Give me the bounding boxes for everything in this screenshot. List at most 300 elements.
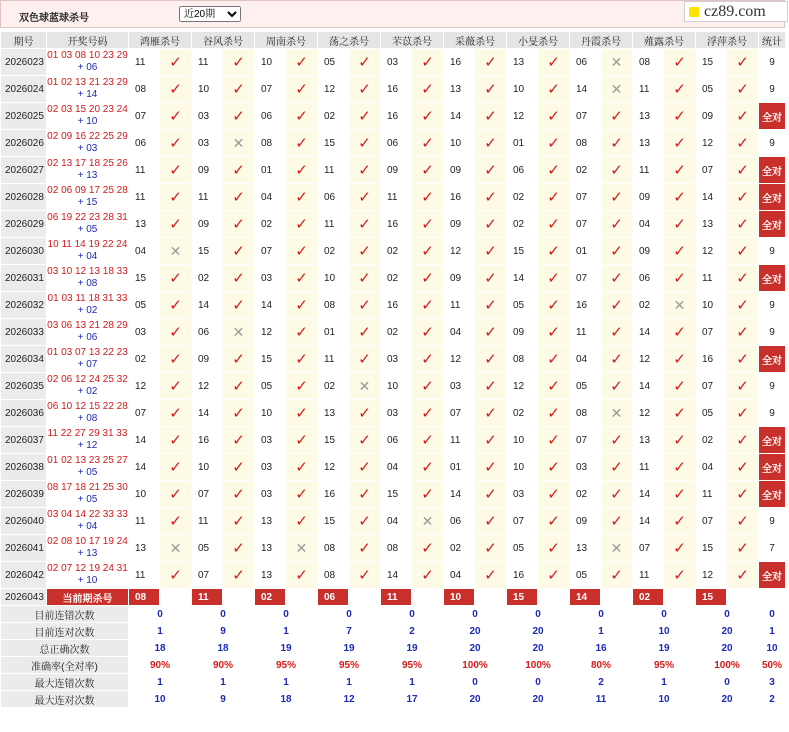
draw-numbers-cell xyxy=(47,535,129,562)
result-mark-cell xyxy=(664,76,696,103)
result-mark-cell xyxy=(727,319,759,346)
all-correct-badge: 全对 xyxy=(759,481,786,508)
kill-number-cell: 02 xyxy=(507,400,538,427)
stats-label: 目前连错次数 xyxy=(1,606,129,623)
result-mark-cell xyxy=(727,508,759,535)
kill-number-cell: 16 xyxy=(507,562,538,589)
result-mark-cell xyxy=(664,427,696,454)
check-icon: ✓ xyxy=(169,297,182,314)
result-mark-cell xyxy=(286,49,318,76)
kill-number-cell: 07 xyxy=(129,400,160,427)
check-icon: ✓ xyxy=(736,432,749,449)
stats-row xyxy=(1,691,786,708)
result-mark-cell xyxy=(223,157,255,184)
result-mark-cell xyxy=(601,157,633,184)
check-icon: ✓ xyxy=(673,243,686,260)
col-expert-header: 荡之杀号 xyxy=(318,32,381,49)
kill-number-cell: 06 xyxy=(255,103,286,130)
current-period-row xyxy=(1,589,786,606)
cross-icon: ✕ xyxy=(610,404,623,421)
check-icon: ✓ xyxy=(736,270,749,287)
blank-cell xyxy=(538,589,570,606)
table-row xyxy=(1,346,786,373)
check-icon: ✓ xyxy=(736,540,749,557)
kill-number-cell: 04 xyxy=(444,562,475,589)
kill-number-cell: 07 xyxy=(129,103,160,130)
stats-value: 20 xyxy=(507,623,570,640)
result-mark-cell xyxy=(349,211,381,238)
draw-numbers-cell xyxy=(47,292,129,319)
kill-number-cell: 12 xyxy=(129,373,160,400)
check-icon: ✓ xyxy=(358,324,371,341)
check-icon: ✓ xyxy=(484,486,497,503)
cross-icon: ✕ xyxy=(169,539,182,556)
result-mark-cell xyxy=(286,346,318,373)
check-icon: ✓ xyxy=(169,81,182,98)
result-mark-cell xyxy=(664,157,696,184)
check-icon: ✓ xyxy=(547,54,560,71)
check-icon: ✓ xyxy=(295,243,308,260)
kill-number-cell: 07 xyxy=(696,508,727,535)
col-expert-header: 周南杀号 xyxy=(255,32,318,49)
kill-number-cell: 01 xyxy=(570,238,601,265)
result-mark-cell xyxy=(223,508,255,535)
kill-number-cell: 03 xyxy=(381,400,412,427)
check-icon: ✓ xyxy=(484,270,497,287)
kill-number-cell: 10 xyxy=(444,130,475,157)
check-icon: ✓ xyxy=(547,540,560,557)
kill-number-cell: 10 xyxy=(318,265,349,292)
all-correct-badge: 全对 xyxy=(759,562,786,589)
kill-number-cell: 11 xyxy=(444,292,475,319)
result-mark-cell xyxy=(664,49,696,76)
red-balls: 03 04 14 22 33 33 xyxy=(47,509,128,520)
kill-number-cell: 04 xyxy=(381,454,412,481)
check-icon: ✓ xyxy=(610,243,623,260)
kill-number-cell: 15 xyxy=(192,238,223,265)
kill-number-cell: 02 xyxy=(255,211,286,238)
table-row xyxy=(1,265,786,292)
kill-number-cell: 15 xyxy=(507,238,538,265)
kill-number-cell: 06 xyxy=(381,130,412,157)
check-icon: ✓ xyxy=(169,270,182,287)
kill-number-cell: 11 xyxy=(129,184,160,211)
check-icon: ✓ xyxy=(358,135,371,152)
check-icon: ✓ xyxy=(484,378,497,395)
check-icon: ✓ xyxy=(610,432,623,449)
stats-total: 2 xyxy=(759,691,786,708)
kill-number-cell: 02 xyxy=(507,184,538,211)
result-mark-cell xyxy=(349,481,381,508)
blue-ball: + 10 xyxy=(77,116,98,127)
blue-ball: + 15 xyxy=(77,197,98,208)
kill-number-cell: 12 xyxy=(507,373,538,400)
check-icon: ✓ xyxy=(358,270,371,287)
blank-cell xyxy=(349,589,381,606)
kill-number-cell: 11 xyxy=(192,508,223,535)
result-mark-cell xyxy=(223,319,255,346)
result-mark-cell xyxy=(727,130,759,157)
kill-number-cell: 02 xyxy=(381,265,412,292)
check-icon: ✓ xyxy=(232,270,245,287)
result-mark-cell xyxy=(475,130,507,157)
kill-number-cell: 11 xyxy=(633,454,664,481)
kill-number-cell: 03 xyxy=(255,481,286,508)
result-mark-cell xyxy=(538,508,570,535)
stats-value: 0 xyxy=(255,606,318,623)
kill-number-cell: 14 xyxy=(192,292,223,319)
red-balls: 02 03 15 20 23 24 xyxy=(47,104,128,115)
stats-value: 19 xyxy=(381,640,444,657)
stats-value: 0 xyxy=(318,606,381,623)
stats-total: 1 xyxy=(759,623,786,640)
kill-number-cell: 15 xyxy=(318,130,349,157)
stats-value: 100% xyxy=(696,657,759,674)
result-mark-cell xyxy=(727,211,759,238)
result-mark-cell xyxy=(664,130,696,157)
check-icon: ✓ xyxy=(358,405,371,422)
result-mark-cell xyxy=(601,481,633,508)
col-expert-header: 鸿雁杀号 xyxy=(129,32,192,49)
check-icon: ✓ xyxy=(673,459,686,476)
kill-number-cell: 13 xyxy=(255,562,286,589)
check-icon: ✓ xyxy=(295,567,308,584)
stats-value: 20 xyxy=(507,691,570,708)
kill-number-cell: 14 xyxy=(129,454,160,481)
result-mark-cell xyxy=(538,130,570,157)
stats-total: 50% xyxy=(759,657,786,674)
stats-value: 10 xyxy=(633,623,696,640)
blank-cell xyxy=(664,589,696,606)
result-mark-cell xyxy=(475,508,507,535)
site-logo[interactable] xyxy=(684,1,788,22)
kill-number-cell: 14 xyxy=(381,562,412,589)
stats-value: 0 xyxy=(192,606,255,623)
check-icon: ✓ xyxy=(169,324,182,341)
all-correct-badge: 全对 xyxy=(759,427,786,454)
result-mark-cell xyxy=(286,103,318,130)
result-mark-cell xyxy=(601,265,633,292)
table-row xyxy=(1,184,786,211)
kill-number-cell: 14 xyxy=(507,265,538,292)
check-icon: ✓ xyxy=(547,135,560,152)
result-mark-cell xyxy=(412,535,444,562)
kill-number-cell: 09 xyxy=(444,211,475,238)
draw-numbers-cell xyxy=(47,427,129,454)
kill-number-cell: 13 xyxy=(696,211,727,238)
red-balls: 01 03 11 18 31 33 xyxy=(47,293,128,304)
check-icon: ✓ xyxy=(736,405,749,422)
result-mark-cell xyxy=(286,562,318,589)
result-mark-cell xyxy=(223,292,255,319)
check-icon: ✓ xyxy=(547,324,560,341)
result-mark-cell xyxy=(601,373,633,400)
kill-number-cell: 07 xyxy=(444,400,475,427)
table-row xyxy=(1,157,786,184)
period-cell: 2026031 xyxy=(1,265,47,292)
cross-icon: ✕ xyxy=(295,539,308,556)
check-icon: ✓ xyxy=(295,351,308,368)
result-mark-cell xyxy=(412,211,444,238)
stats-label: 最大连错次数 xyxy=(1,674,129,691)
current-kill-number: 15 xyxy=(507,589,538,606)
stats-value: 0 xyxy=(444,674,507,691)
blank-cell xyxy=(727,589,759,606)
result-mark-cell xyxy=(538,76,570,103)
check-icon: ✓ xyxy=(358,216,371,233)
result-mark-cell xyxy=(412,319,444,346)
result-mark-cell xyxy=(412,373,444,400)
result-mark-cell xyxy=(223,454,255,481)
check-icon: ✓ xyxy=(169,54,182,71)
kill-number-cell: 12 xyxy=(507,103,538,130)
draw-numbers-cell xyxy=(47,238,129,265)
check-icon: ✓ xyxy=(547,162,560,179)
check-icon: ✓ xyxy=(484,108,497,125)
kill-number-cell: 05 xyxy=(570,562,601,589)
stats-value: 20 xyxy=(444,623,507,640)
stats-value: 1 xyxy=(192,674,255,691)
stats-total: 3 xyxy=(759,674,786,691)
result-mark-cell xyxy=(160,562,192,589)
kill-number-cell: 02 xyxy=(570,157,601,184)
blank-cell xyxy=(412,589,444,606)
stats-value: 18 xyxy=(129,640,192,657)
blue-ball: + 12 xyxy=(77,440,98,451)
stats-value: 19 xyxy=(255,640,318,657)
result-mark-cell xyxy=(601,508,633,535)
kill-number-cell: 07 xyxy=(192,481,223,508)
check-icon: ✓ xyxy=(295,486,308,503)
cross-icon: ✕ xyxy=(358,377,371,394)
stats-value: 95% xyxy=(381,657,444,674)
check-icon: ✓ xyxy=(484,324,497,341)
period-cell: 2026030 xyxy=(1,238,47,265)
result-mark-cell xyxy=(412,130,444,157)
col-expert-header: 芣苡杀号 xyxy=(381,32,444,49)
check-icon: ✓ xyxy=(547,351,560,368)
stats-value: 95% xyxy=(633,657,696,674)
check-icon: ✓ xyxy=(547,216,560,233)
result-mark-cell xyxy=(349,454,381,481)
check-icon: ✓ xyxy=(421,135,434,152)
kill-number-cell: 13 xyxy=(633,103,664,130)
check-icon: ✓ xyxy=(232,297,245,314)
result-mark-cell xyxy=(160,346,192,373)
stat-cell: 9 xyxy=(759,238,786,265)
red-balls: 01 03 08 10 23 29 xyxy=(47,50,128,61)
result-mark-cell xyxy=(223,211,255,238)
kill-number-cell: 11 xyxy=(633,157,664,184)
period-cell: 2026027 xyxy=(1,157,47,184)
check-icon: ✓ xyxy=(610,162,623,179)
blank-cell xyxy=(475,589,507,606)
check-icon: ✓ xyxy=(736,567,749,584)
stats-value: 1 xyxy=(318,674,381,691)
blank-cell xyxy=(601,589,633,606)
result-mark-cell xyxy=(538,265,570,292)
check-icon: ✓ xyxy=(421,567,434,584)
result-mark-cell xyxy=(664,238,696,265)
stats-value: 20 xyxy=(696,640,759,657)
stats-value: 20 xyxy=(444,691,507,708)
check-icon: ✓ xyxy=(736,459,749,476)
check-icon: ✓ xyxy=(610,189,623,206)
check-icon: ✓ xyxy=(232,378,245,395)
result-mark-cell xyxy=(160,427,192,454)
kill-number-cell: 08 xyxy=(318,562,349,589)
check-icon: ✓ xyxy=(169,432,182,449)
kill-number-cell: 07 xyxy=(192,562,223,589)
check-icon: ✓ xyxy=(232,351,245,368)
kill-number-cell: 14 xyxy=(192,400,223,427)
period-cell: 2026029 xyxy=(1,211,47,238)
check-icon: ✓ xyxy=(484,432,497,449)
kill-number-cell: 10 xyxy=(255,400,286,427)
stats-value: 18 xyxy=(255,691,318,708)
result-mark-cell xyxy=(223,103,255,130)
check-icon: ✓ xyxy=(421,108,434,125)
table-row xyxy=(1,292,786,319)
result-mark-cell xyxy=(160,265,192,292)
kill-number-cell: 15 xyxy=(381,481,412,508)
check-icon: ✓ xyxy=(736,108,749,125)
cross-icon: ✕ xyxy=(610,539,623,556)
result-mark-cell xyxy=(601,130,633,157)
blank-cell xyxy=(160,589,192,606)
check-icon: ✓ xyxy=(610,135,623,152)
check-icon: ✓ xyxy=(484,162,497,179)
kill-number-cell: 03 xyxy=(192,130,223,157)
draw-numbers-cell xyxy=(47,76,129,103)
result-mark-cell xyxy=(286,238,318,265)
check-icon: ✓ xyxy=(421,270,434,287)
result-mark-cell xyxy=(223,184,255,211)
result-mark-cell xyxy=(412,427,444,454)
kill-number-cell: 11 xyxy=(129,562,160,589)
kill-number-cell: 07 xyxy=(255,76,286,103)
check-icon: ✓ xyxy=(232,243,245,260)
kill-number-cell: 15 xyxy=(318,508,349,535)
check-icon: ✓ xyxy=(736,486,749,503)
stats-value: 19 xyxy=(633,640,696,657)
cross-icon: ✕ xyxy=(169,242,182,259)
kill-number-cell: 11 xyxy=(129,49,160,76)
stat-cell: 9 xyxy=(759,49,786,76)
blue-ball: + 13 xyxy=(77,170,98,181)
current-kill-number: 02 xyxy=(255,589,286,606)
result-mark-cell xyxy=(286,508,318,535)
result-mark-cell xyxy=(412,184,444,211)
stats-value: 0 xyxy=(696,606,759,623)
kill-number-cell: 05 xyxy=(192,535,223,562)
result-mark-cell xyxy=(160,535,192,562)
result-mark-cell xyxy=(160,184,192,211)
check-icon: ✓ xyxy=(610,513,623,530)
stats-value: 20 xyxy=(444,640,507,657)
result-mark-cell xyxy=(475,184,507,211)
draw-numbers-cell xyxy=(47,562,129,589)
result-mark-cell xyxy=(412,49,444,76)
stats-value: 1 xyxy=(129,674,192,691)
check-icon: ✓ xyxy=(736,162,749,179)
result-mark-cell xyxy=(412,400,444,427)
kill-number-cell: 16 xyxy=(381,103,412,130)
period-cell: 2026033 xyxy=(1,319,47,346)
result-mark-cell xyxy=(286,535,318,562)
period-range-select[interactable] xyxy=(179,6,241,22)
kill-number-cell: 10 xyxy=(192,454,223,481)
check-icon: ✓ xyxy=(169,567,182,584)
check-icon: ✓ xyxy=(295,405,308,422)
result-mark-cell xyxy=(601,400,633,427)
result-mark-cell xyxy=(349,49,381,76)
kill-number-cell: 02 xyxy=(633,292,664,319)
check-icon: ✓ xyxy=(295,297,308,314)
check-icon: ✓ xyxy=(673,216,686,233)
red-balls: 02 06 09 17 25 28 xyxy=(47,185,128,196)
check-icon: ✓ xyxy=(232,189,245,206)
result-mark-cell xyxy=(727,481,759,508)
result-mark-cell xyxy=(223,346,255,373)
check-icon: ✓ xyxy=(421,243,434,260)
stats-value: 16 xyxy=(570,640,633,657)
result-mark-cell xyxy=(160,76,192,103)
draw-numbers-cell xyxy=(47,346,129,373)
draw-numbers-cell xyxy=(47,373,129,400)
result-mark-cell xyxy=(286,76,318,103)
kill-number-cell: 13 xyxy=(570,535,601,562)
result-mark-cell xyxy=(475,319,507,346)
draw-numbers-cell xyxy=(47,103,129,130)
stats-value: 80% xyxy=(570,657,633,674)
result-mark-cell xyxy=(349,292,381,319)
check-icon: ✓ xyxy=(736,243,749,260)
check-icon: ✓ xyxy=(232,432,245,449)
kill-number-cell: 02 xyxy=(444,535,475,562)
result-mark-cell xyxy=(727,238,759,265)
result-mark-cell xyxy=(727,157,759,184)
period-cell: 2026037 xyxy=(1,427,47,454)
period-cell: 2026028 xyxy=(1,184,47,211)
current-period-cell: 2026043 xyxy=(1,589,47,606)
kill-number-cell: 16 xyxy=(444,49,475,76)
result-mark-cell xyxy=(538,238,570,265)
kill-number-cell: 12 xyxy=(255,319,286,346)
result-mark-cell xyxy=(475,292,507,319)
result-mark-cell xyxy=(286,157,318,184)
check-icon: ✓ xyxy=(232,108,245,125)
result-mark-cell xyxy=(412,157,444,184)
result-mark-cell xyxy=(349,508,381,535)
kill-number-cell: 15 xyxy=(696,49,727,76)
kill-number-cell: 02 xyxy=(696,427,727,454)
result-mark-cell xyxy=(412,508,444,535)
kill-number-cell: 06 xyxy=(129,130,160,157)
check-icon: ✓ xyxy=(358,513,371,530)
check-icon: ✓ xyxy=(295,378,308,395)
kill-number-cell: 03 xyxy=(129,319,160,346)
blue-ball: + 10 xyxy=(77,575,98,586)
red-balls: 08 17 18 21 25 30 xyxy=(47,482,128,493)
check-icon: ✓ xyxy=(673,81,686,98)
check-icon: ✓ xyxy=(295,135,308,152)
stats-value: 0 xyxy=(129,606,192,623)
draw-numbers-cell xyxy=(47,319,129,346)
result-mark-cell xyxy=(223,373,255,400)
result-mark-cell xyxy=(223,427,255,454)
check-icon: ✓ xyxy=(169,216,182,233)
